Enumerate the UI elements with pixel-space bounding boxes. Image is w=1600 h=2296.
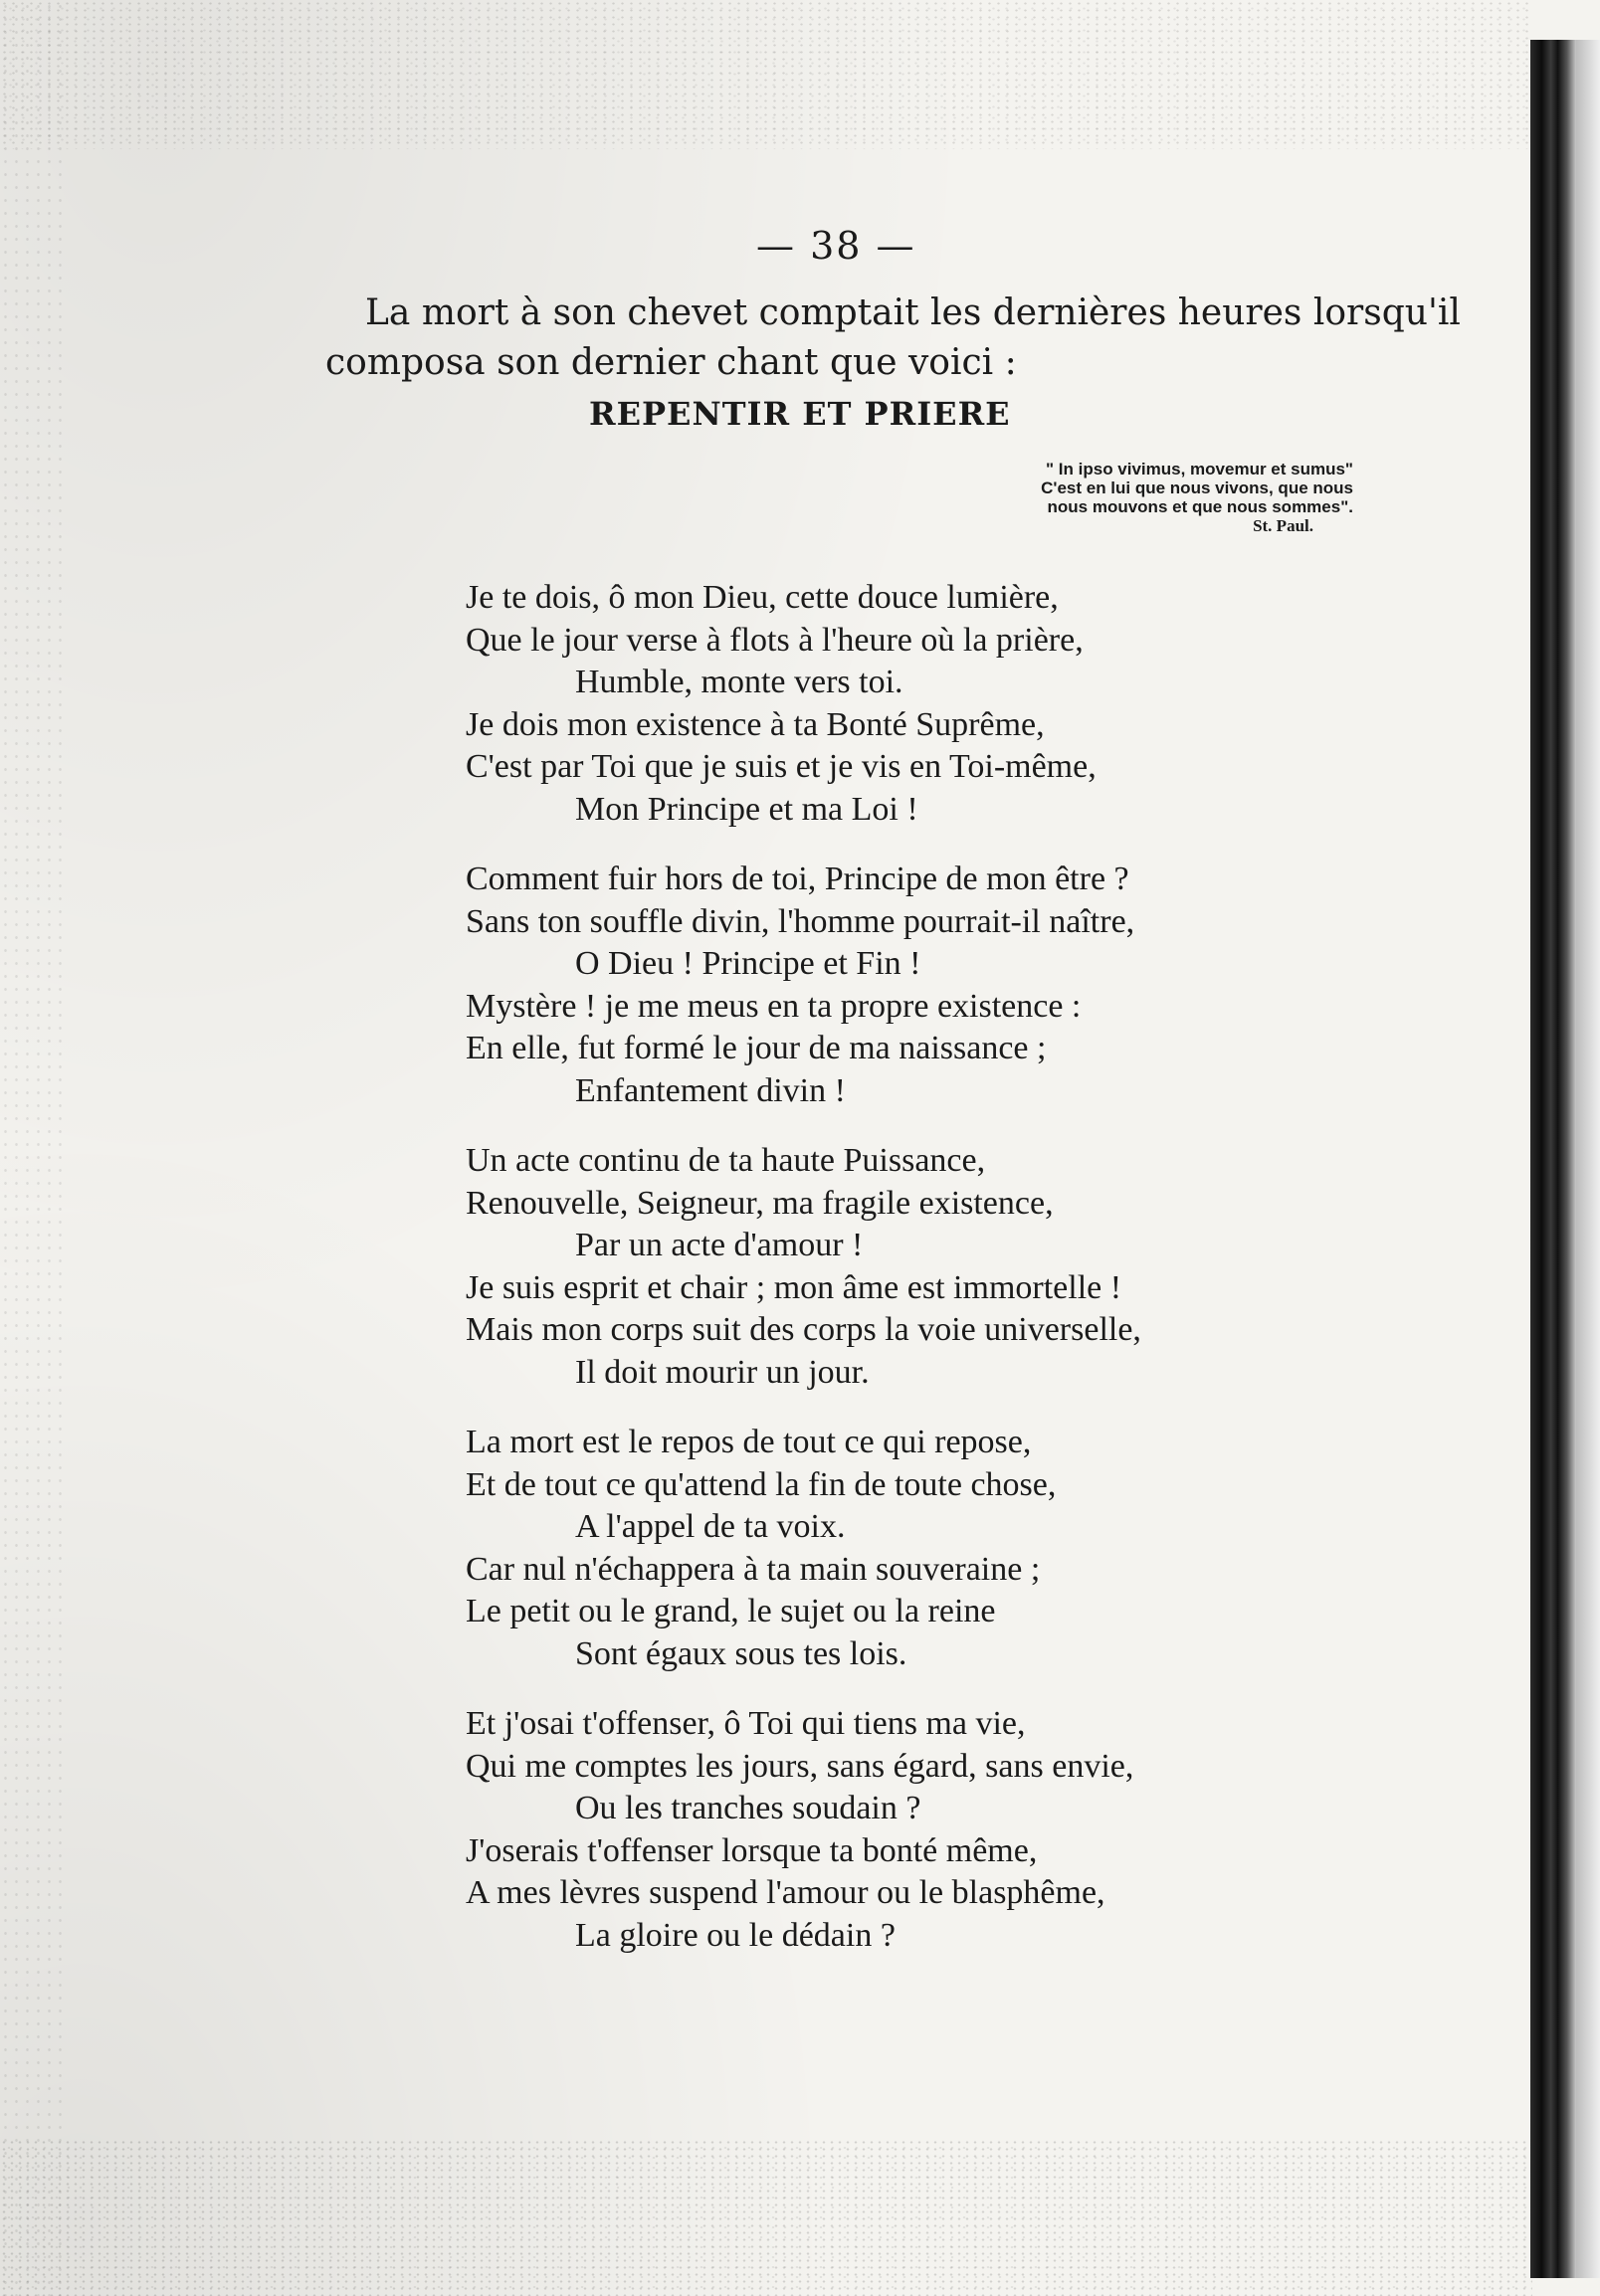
verse: Mais mon corps suit des corps la voie universelle, <box>466 1311 1141 1348</box>
book-spine-edge <box>1576 40 1600 2278</box>
verse: Je suis esprit et chair ; mon âme est immortelle ! <box>466 1268 1122 1306</box>
intro-paragraph <box>325 288 1461 388</box>
stanza <box>466 1140 1361 1394</box>
verse: En elle, fut formé le jour de ma naissance ; <box>466 1030 1047 1066</box>
verse: La mort est le repos de tout ce qui repose, <box>466 1424 1032 1460</box>
scan-noise-bottom <box>0 2139 1532 2296</box>
verse: Le petit ou le grand, le sujet ou la reine <box>466 1593 996 1629</box>
epigraph-author: St. Paul. <box>1253 516 1313 535</box>
verse: A mes lèvres suspend l'amour ou le blasphême, <box>466 1874 1105 1911</box>
stanza <box>466 859 1361 1112</box>
verse: Il doit mourir un jour. <box>575 1353 870 1391</box>
verse: Enfantement divin ! <box>575 1071 846 1109</box>
verse: Mon Principe et ma Loi ! <box>575 790 918 828</box>
stanza <box>466 577 1361 831</box>
verse: Par un acte d'amour ! <box>575 1227 864 1263</box>
verse: Mystère ! je me meus en ta propre existence : <box>466 987 1082 1025</box>
verse: Et de tout ce qu'attend la fin de toute chose, <box>466 1465 1057 1503</box>
epigraph-line: nous mouvons et que nous sommes". <box>1047 497 1353 516</box>
verse: Humble, monte vers toi. <box>575 664 903 700</box>
stanza <box>466 1703 1361 1957</box>
verse: Renouvelle, Seigneur, ma fragile existence, <box>466 1184 1054 1222</box>
verse: Je te dois, ô mon Dieu, cette douce lumière, <box>466 579 1059 616</box>
verse: Car nul n'échappera à ta main souveraine ; <box>466 1550 1041 1588</box>
intro-line: composa son dernier chant que voici : <box>325 342 1017 383</box>
epigraph-line: C'est en lui que nous vivons, que nous <box>1041 478 1353 497</box>
epigraph-line: " In ipso vivimus, movemur et sumus" <box>1046 460 1353 478</box>
verse: C'est par Toi que je suis et je vis en Toi-même, <box>466 748 1097 785</box>
verse: Un acte continu de ta haute Puissance, <box>466 1142 986 1179</box>
verse: Qui me comptes les jours, sans égard, sans envie, <box>466 1747 1134 1785</box>
verse: Et j'osai t'offenser, ô Toi qui tiens ma vie, <box>466 1705 1026 1742</box>
verse: Ou les tranches soudain ? <box>575 1790 921 1826</box>
verse: Comment fuir hors de toi, Principe de mon être ? <box>466 861 1129 897</box>
verse: Je dois mon existence à ta Bonté Suprême, <box>466 705 1045 743</box>
scan-noise-top <box>0 0 1532 149</box>
verse: La gloire ou le dédain ? <box>575 1916 896 1954</box>
page-number: — 38 — <box>756 224 916 268</box>
stanza <box>466 1422 1361 1675</box>
verse: Sans ton souffle divin, l'homme pourrait-il naître, <box>466 902 1135 940</box>
epigraph <box>856 460 1353 535</box>
verse: Sont égaux sous tes lois. <box>575 1634 907 1672</box>
scan-noise-left <box>0 0 70 2296</box>
poem-title: REPENTIR ET PRIERE <box>589 395 1011 433</box>
verse: A l'appel de ta voix. <box>575 1508 846 1545</box>
verse: Que le jour verse à flots à l'heure où la prière, <box>466 621 1084 659</box>
verse: O Dieu ! Principe et Fin ! <box>575 945 921 982</box>
book-spine-shadow <box>1530 40 1576 2278</box>
verse: J'oserais t'offenser lorsque ta bonté même, <box>466 1831 1038 1869</box>
poem-body <box>466 577 1361 1985</box>
intro-line: La mort à son chevet comptait les dernières heures lorsqu'il <box>365 292 1461 333</box>
